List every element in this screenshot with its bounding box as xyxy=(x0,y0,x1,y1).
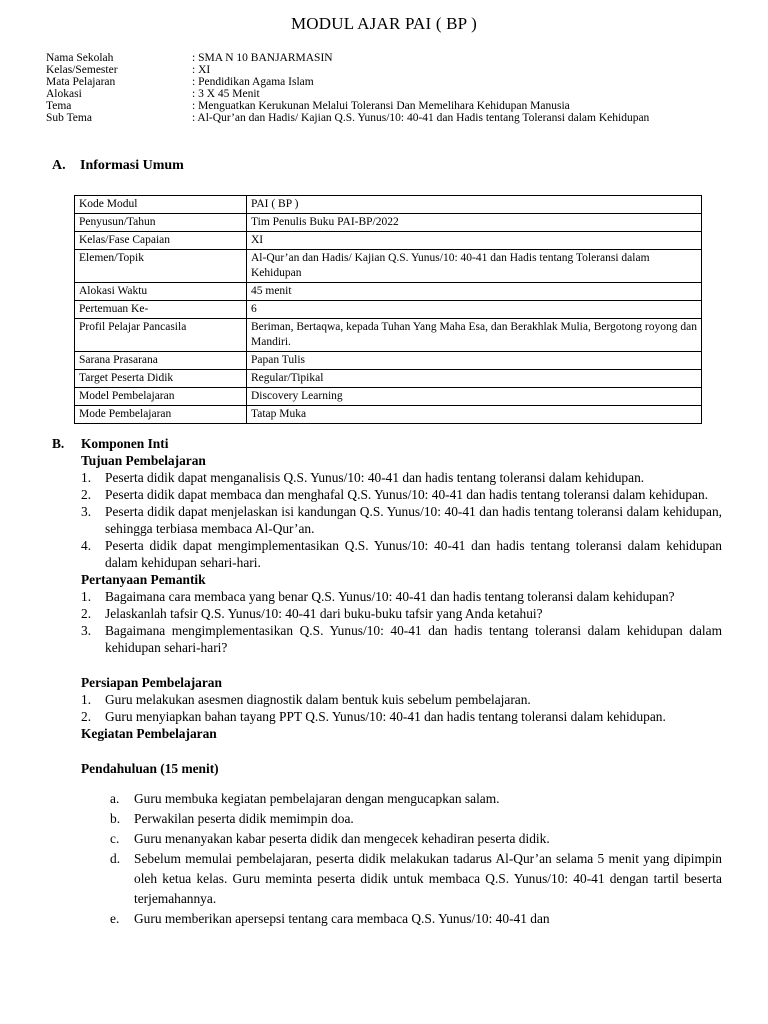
table-value: Beriman, Bertaqwa, kepada Tuhan Yang Maha Esa, dan Berakhlak Mulia, Bergotong royong dan Mandiri. xyxy=(247,319,702,352)
table-value: XI xyxy=(247,232,702,250)
identity-row xyxy=(46,88,716,100)
list-item: 1. Bagaimana cara membaca yang benar Q.S. Yunus/10: 40-41 dan hadis tentang toleransi dalam kehidupan? xyxy=(81,588,722,605)
list-item-text: Jelaskanlah tafsir Q.S. Yunus/10: 40-41 dari buku-buku tafsir yang Anda ketahui? xyxy=(105,606,543,621)
list-item-text: Bagaimana cara membaca yang benar Q.S. Yunus/10: 40-41 dan hadis tentang toleransi dalam kehidupan? xyxy=(105,589,675,604)
document-title: MODUL AJAR PAI ( BP ) xyxy=(290,14,478,33)
table-row xyxy=(75,250,702,283)
section-title: Komponen Inti xyxy=(81,436,169,451)
list-item: 3. Bagaimana mengimplementasikan Q.S. Yunus/10: 40-41 dan hadis tentang toleransi dalam kehidupan dalam kehidupan sehari-hari? xyxy=(81,623,722,655)
list-item xyxy=(110,809,722,829)
identity-value: : XI xyxy=(192,64,211,76)
list-item: 2. Guru menyiapkan bahan tayang PPT Q.S. Yunus/10: 40-41 dan hadis tentang toleransi dalam kehidupan. xyxy=(81,708,722,725)
info-table xyxy=(74,195,702,424)
table-value: Tatap Muka xyxy=(247,406,702,424)
list-item: 2. Jelaskanlah tafsir Q.S. Yunus/10: 40-41 dari buku-buku tafsir yang Anda ketahui? xyxy=(81,605,722,622)
list-item-text: Sebelum memulai pembelajaran, peserta didik melakukan tadarus Al-Qur’an selama 5 menit yang dipimpin oleh ketua kelas. Guru meminta peserta didik untuk membaca Q.S. Yunus/10: 40-41 dengan tartil beserta terjemahannya. xyxy=(134,851,722,906)
table-key: Kelas/Fase Capaian xyxy=(75,232,247,250)
section-b-heading xyxy=(52,435,722,452)
table-row xyxy=(75,214,702,232)
list-item-text: Peserta didik dapat menjelaskan isi kandungan Q.S. Yunus/10: 40-41 dan hadis tentang toleransi dalam kehidupan, sehingga terbiasa membaca Al-Qur’an. xyxy=(105,504,722,536)
table-key: Target Peserta Didik xyxy=(75,370,247,388)
table-key: Elemen/Topik xyxy=(75,250,247,283)
table-row xyxy=(75,232,702,250)
identity-label: Nama Sekolah xyxy=(46,52,114,64)
identity-value: : Pendidikan Agama Islam xyxy=(192,76,314,88)
list-item: 2. Peserta didik dapat membaca dan menghafal Q.S. Yunus/10: 40-41 dan hadis tentang toleransi dalam kehidupan. xyxy=(81,486,722,503)
pendahuluan-heading: Pendahuluan (15 menit) xyxy=(81,761,219,776)
table-key: Sarana Prasarana xyxy=(75,352,247,370)
list-item xyxy=(110,849,722,909)
table-key: Model Pembelajaran xyxy=(75,388,247,406)
list-item-marker: c. xyxy=(110,831,120,846)
list-item-text: Guru melakukan asesmen diagnostik dalam bentuk kuis sebelum pembelajaran. xyxy=(105,692,531,707)
list-item-marker: b. xyxy=(110,811,121,826)
identity-row xyxy=(46,112,716,124)
table-value: Tim Penulis Buku PAI-BP/2022 xyxy=(247,214,702,232)
list-item-text: Perwakilan peserta didik memimpin doa. xyxy=(134,811,354,826)
list-item-text: Guru menanyakan kabar peserta didik dan mengecek kehadiran peserta didik. xyxy=(134,831,550,846)
section-a-heading xyxy=(52,158,184,174)
table-row xyxy=(75,370,702,388)
table-value: 45 menit xyxy=(247,283,702,301)
section-letter: B. xyxy=(52,436,65,451)
persiapan-list xyxy=(52,691,722,725)
section-b xyxy=(52,435,722,929)
table-value: Al-Qur’an dan Hadis/ Kajian Q.S. Yunus/10: 40-41 dan Hadis tentang Toleransi dalam Kehidupan xyxy=(247,250,702,283)
list-item-marker: e. xyxy=(110,911,120,926)
identity-row xyxy=(46,52,716,64)
table-row xyxy=(75,283,702,301)
list-item: 1. Guru melakukan asesmen diagnostik dalam bentuk kuis sebelum pembelajaran. xyxy=(81,691,722,708)
list-item-marker: d. xyxy=(110,851,121,866)
table-value: Regular/Tipikal xyxy=(247,370,702,388)
table-key: Pertemuan Ke- xyxy=(75,301,247,319)
list-item-marker: a. xyxy=(110,791,120,806)
list-item: 4. Peserta didik dapat mengimplementasikan Q.S. Yunus/10: 40-41 dan hadis tentang toleransi dalam kehidupan dalam kehidupan sehari-hari. xyxy=(81,538,722,570)
table-value: PAI ( BP ) xyxy=(247,196,702,214)
identity-value: : Menguatkan Kerukunan Melalui Toleransi Dan Memelihara Kehidupan Manusia xyxy=(192,100,570,112)
tujuan-heading: Tujuan Pembelajaran xyxy=(81,453,206,468)
persiapan-heading: Persiapan Pembelajaran xyxy=(81,675,222,690)
table-row xyxy=(75,301,702,319)
list-item xyxy=(110,789,722,809)
pemantik-heading: Pertanyaan Pemantik xyxy=(81,572,206,587)
identity-label: Kelas/Semester xyxy=(46,64,118,76)
pemantik-list xyxy=(52,588,722,656)
identity-label: Sub Tema xyxy=(46,112,92,124)
list-item-text: Peserta didik dapat membaca dan menghafal Q.S. Yunus/10: 40-41 dan hadis tentang toleransi dalam kehidupan. xyxy=(105,487,709,502)
table-key: Profil Pelajar Pancasila xyxy=(75,319,247,352)
table-key: Mode Pembelajaran xyxy=(75,406,247,424)
table-key: Penyusun/Tahun xyxy=(75,214,247,232)
tujuan-list xyxy=(52,469,722,571)
list-item-text: Peserta didik dapat mengimplementasikan Q.S. Yunus/10: 40-41 dan hadis tentang toleransi dalam kehidupan dalam kehidupan sehari-hari. xyxy=(105,538,722,570)
identity-block xyxy=(46,52,716,124)
list-item xyxy=(110,829,722,849)
list-item: 3. Peserta didik dapat menjelaskan isi kandungan Q.S. Yunus/10: 40-41 dan hadis tentang toleransi dalam kehidupan, sehingga terbiasa membaca Al-Qur’an. xyxy=(81,504,722,536)
identity-row xyxy=(46,100,716,112)
table-row xyxy=(75,319,702,352)
table-row xyxy=(75,196,702,214)
list-item-text: Guru memberikan apersepsi tentang cara membaca Q.S. Yunus/10: 40-41 dan xyxy=(134,911,550,926)
list-item: 1. Peserta didik dapat menganalisis Q.S. Yunus/10: 40-41 dan hadis tentang toleransi dalam kehidupan. xyxy=(81,469,722,486)
list-item-text: Guru membuka kegiatan pembelajaran dengan mengucapkan salam. xyxy=(134,791,500,806)
section-title: Informasi Umum xyxy=(80,158,184,173)
identity-value: : 3 X 45 Menit xyxy=(192,88,260,100)
table-key: Kode Modul xyxy=(75,196,247,214)
table-value: Discovery Learning xyxy=(247,388,702,406)
identity-row xyxy=(46,64,716,76)
pendahuluan-list xyxy=(52,789,722,929)
list-item-text: Peserta didik dapat menganalisis Q.S. Yunus/10: 40-41 dan hadis tentang toleransi dalam kehidupan. xyxy=(105,470,645,485)
table-value: Papan Tulis xyxy=(247,352,702,370)
identity-value: : Al-Qur’an dan Hadis/ Kajian Q.S. Yunus/10: 40-41 dan Hadis tentang Toleransi dalam Kehidupan xyxy=(192,112,650,124)
table-value: 6 xyxy=(247,301,702,319)
list-item-text: Bagaimana mengimplementasikan Q.S. Yunus/10: 40-41 dan hadis tentang toleransi dalam kehidupan dalam kehidupan sehari-hari? xyxy=(105,623,722,655)
identity-label: Tema xyxy=(46,100,72,112)
table-row xyxy=(75,352,702,370)
table-row xyxy=(75,406,702,424)
kegiatan-heading: Kegiatan Pembelajaran xyxy=(81,726,217,741)
section-letter: A. xyxy=(52,158,66,173)
identity-label: Alokasi xyxy=(46,88,82,100)
identity-row xyxy=(46,76,716,88)
identity-label: Mata Pelajaran xyxy=(46,76,116,88)
identity-value: : SMA N 10 BANJARMASIN xyxy=(192,52,333,64)
table-key: Alokasi Waktu xyxy=(75,283,247,301)
table-row xyxy=(75,388,702,406)
list-item xyxy=(110,909,722,929)
list-item-text: Guru menyiapkan bahan tayang PPT Q.S. Yunus/10: 40-41 dan hadis tentang toleransi dalam kehidupan. xyxy=(105,709,666,724)
